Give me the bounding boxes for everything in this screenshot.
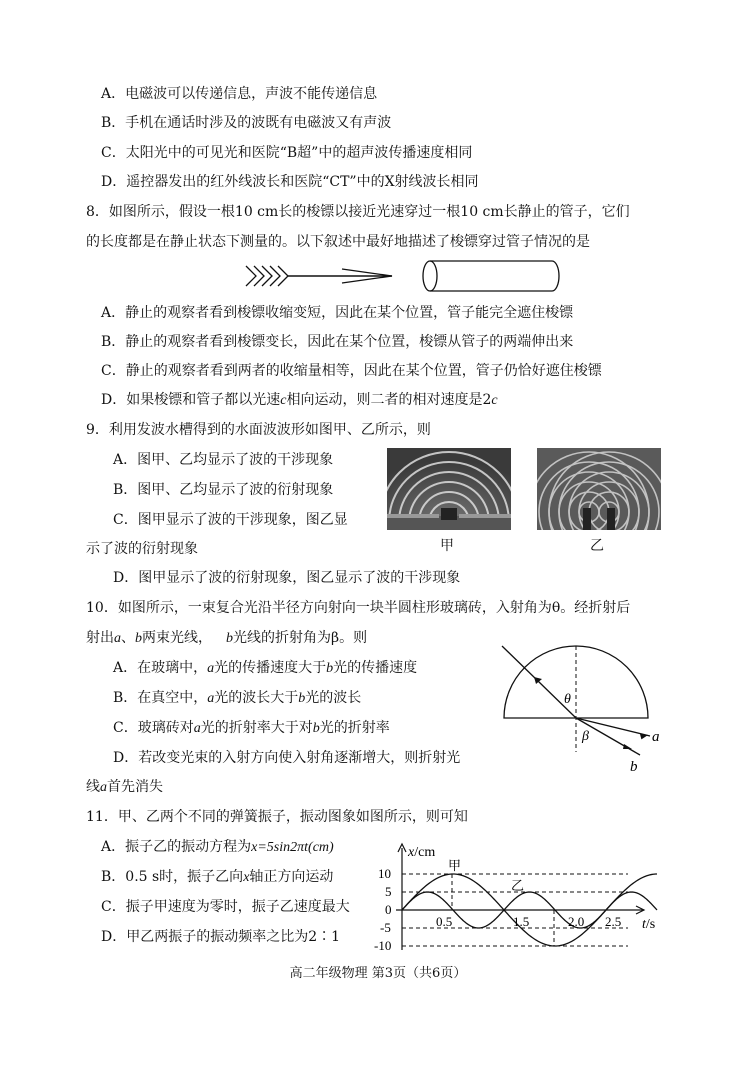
ray-a-label: a — [652, 729, 660, 745]
x-tick-2.5: 2.5 — [605, 914, 622, 929]
q10-option-d-line1: D．若改变光束的入射方向使入射角逐渐增大，则折射光 — [113, 750, 461, 766]
q10-stem-line2: 射出a、b两束光线， b光线的折射角为β。则 — [86, 630, 368, 646]
q7-option-a: A．电磁波可以传递信息，声波不能传递信息 — [101, 86, 378, 102]
x-tick-0.5: 0.5 — [436, 914, 453, 929]
q9-option-d: D．图甲显示了波的衍射现象，图乙显示了波的干涉现象 — [113, 570, 461, 586]
q10-option-d-line2: 线a首先消失 — [86, 779, 163, 795]
q11-stem: 11．甲、乙两个不同的弹簧振子，振动图象如图所示，则可知 — [86, 809, 468, 825]
vibration-graph — [374, 838, 664, 956]
curve-yi-label: 乙 — [511, 878, 525, 893]
caption-yi: 乙 — [590, 538, 604, 554]
page-footer: 高二年级物理 第3页（共6页） — [289, 966, 467, 981]
q11-option-b: B．0.5 s时，振子乙向x轴正方向运动 — [101, 869, 334, 885]
q9-option-a: A．图甲、乙均显示了波的干涉现象 — [113, 452, 334, 468]
q7-option-c: C．太阳光中的可见光和医院“B超”中的超声波传播速度相同 — [101, 145, 473, 161]
q8-option-b: B．静止的观察者看到梭镖变长，因此在某个位置，梭镖从管子的两端伸出来 — [101, 334, 574, 350]
y-tick-5: 5 — [385, 884, 392, 899]
q8-option-c: C．静止的观察者看到两者的收缩量相等，因此在某个位置，管子仍恰好遮住梭镖 — [101, 363, 602, 379]
q9-stem: 9．利用发波水槽得到的水面波波形如图甲、乙所示，则 — [86, 422, 431, 438]
y-tick-neg10: -10 — [374, 938, 392, 953]
x-tick-2.0: 2.0 — [568, 914, 585, 929]
q9-option-c-line2: 示了波的衍射现象 — [86, 541, 198, 557]
dart-icon — [246, 266, 392, 286]
q10-option-a: A．在玻璃中，a光的传播速度大于b光的传播速度 — [113, 660, 418, 676]
q10-stem-line1: 10．如图所示，一束复合光沿半径方向射向一块半圆柱形玻璃砖，入射角为θ。经折射后 — [86, 600, 631, 616]
x-tick-1.5: 1.5 — [513, 914, 530, 929]
q9-option-b: B．图甲、乙均显示了波的衍射现象 — [113, 482, 334, 498]
q8-option-d: D．如果梭镖和管子都以光速c相向运动，则二者的相对速度是2c — [101, 392, 498, 408]
y-tick-10: 10 — [378, 866, 391, 881]
caption-jia: 甲 — [440, 538, 454, 554]
q11-option-d: D．甲乙两振子的振动频率之比为2∶1 — [101, 929, 341, 945]
q7-option-b: B．手机在通话时涉及的波既有电磁波又有声波 — [101, 115, 392, 131]
y-axis-label: x/cm — [408, 845, 436, 860]
ripple-tank-image-jia — [387, 448, 511, 530]
curve-jia-label: 甲 — [448, 858, 462, 873]
q8-stem-line2: 的长度都是在静止状态下测量的。以下叙述中最好地描述了梭镖穿过管子情况的是 — [86, 234, 590, 250]
beta-label: β — [582, 729, 589, 744]
ripple-tank-image-yi — [537, 448, 661, 530]
q10-option-c: C．玻璃砖对a光的折射率大于对b光的折射率 — [113, 720, 390, 736]
q8-option-a: A．静止的观察者看到梭镖收缩变短，因此在某个位置，管子能完全遮住梭镖 — [101, 305, 574, 321]
dart-tube-figure — [242, 258, 562, 294]
theta-label: θ — [564, 692, 571, 707]
q10-option-b: B．在真空中，a光的波长大于b光的波长 — [113, 690, 362, 706]
tube-icon — [423, 261, 559, 291]
q9-option-c-line1: C．图甲显示了波的干涉现象，图乙显 — [113, 512, 348, 528]
q7-option-d: D．遥控器发出的红外线波长和医院“CT”中的X射线波长相同 — [101, 174, 479, 190]
y-tick-neg5: -5 — [380, 920, 391, 935]
q11-option-a: A．振子乙的振动方程为x=5sin2πt(cm) — [101, 839, 334, 855]
y-tick-0: 0 — [385, 902, 392, 917]
q11-option-c: C．振子甲速度为零时，振子乙速度最大 — [101, 899, 350, 915]
q8-stem-line1: 8．如图所示，假设一根10 cm长的梭镖以接近光速穿过一根10 cm长静止的管子，它们 — [86, 204, 630, 220]
ray-b-label: b — [630, 759, 638, 775]
x-axis-label: t/s — [642, 917, 656, 932]
semicircle-glass-figure — [490, 640, 670, 775]
